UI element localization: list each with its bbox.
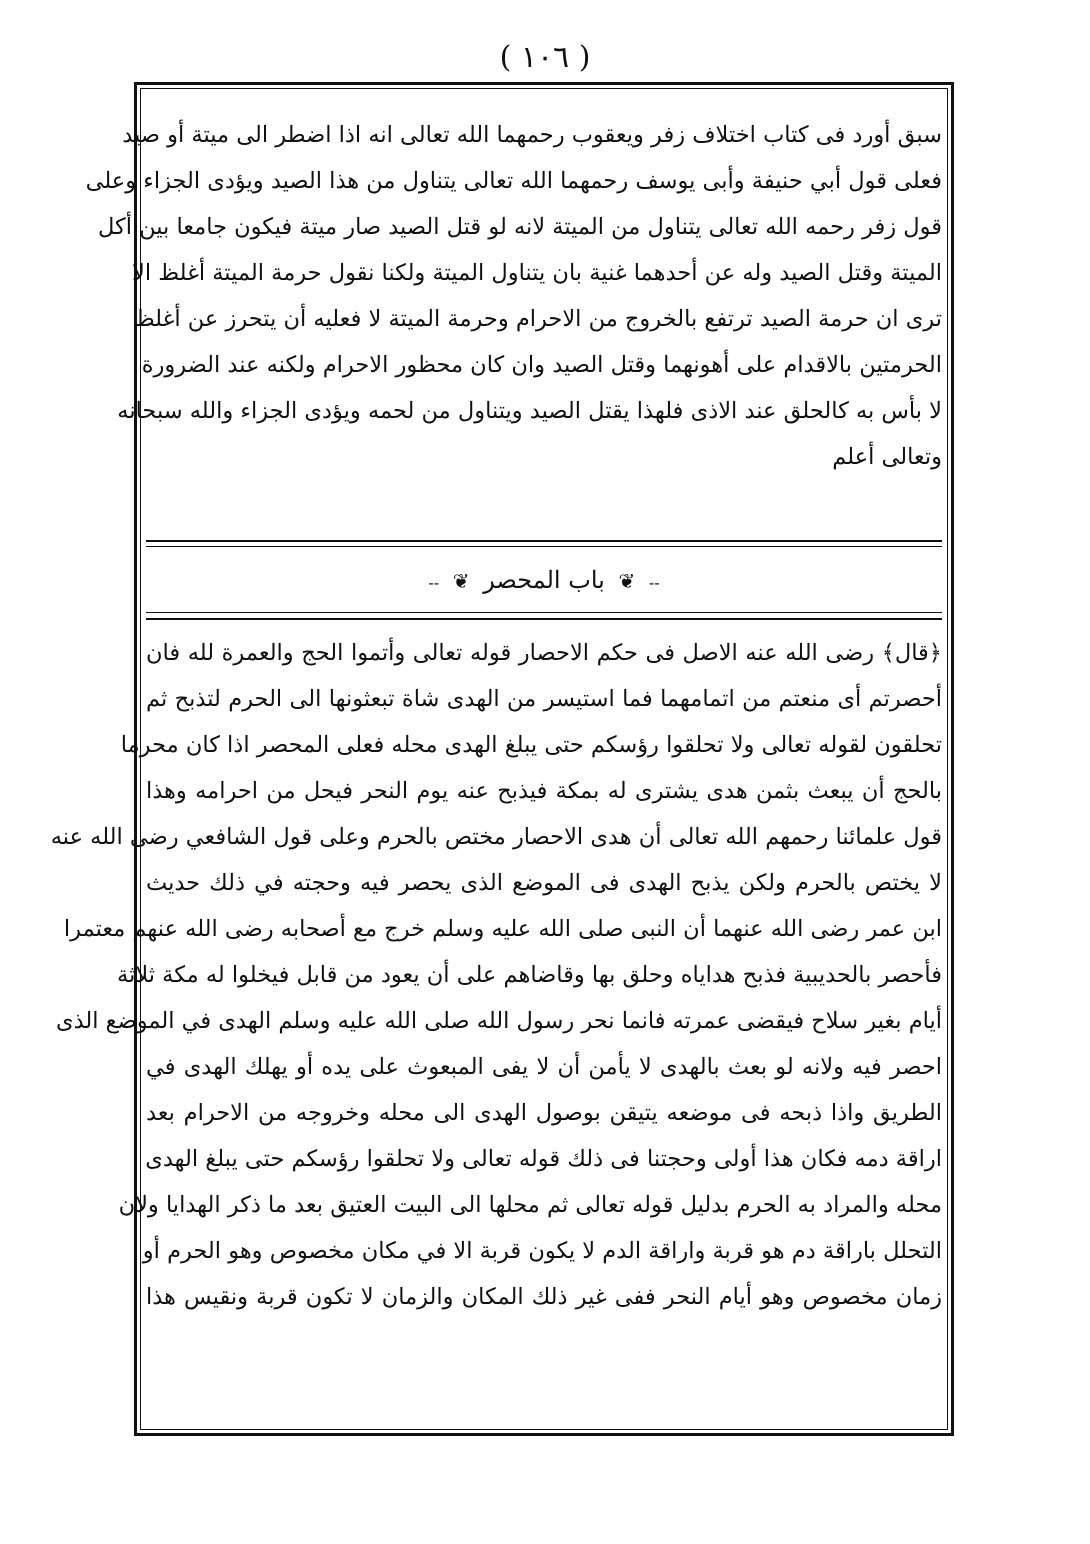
section-divider-top-thin <box>146 546 942 547</box>
text-line: أحصرتم أى منعتم من اتمامهما فما استيسر من الهدى شاة تبعثونها الى الحرم لتذبح ثم <box>146 686 942 712</box>
text-line: سبق أورد فى كتاب اختلاف زفر ويعقوب رحمهما الله تعالى انه اذا اضطر الى ميتة أو صيد <box>122 122 942 148</box>
text-line: لا بأس به كالحلق عند الاذى فلهذا يقتل الصيد ويتناول من لحمه ويؤدى الجزاء والله سبحانه <box>117 398 942 424</box>
text-line: الطريق واذا ذبحه فى موضعه يتيقن بوصول الهدى الى محله وخروجه من الاحرام بعد <box>146 1100 942 1126</box>
section-divider-bottom-thin <box>146 612 942 613</box>
text-line: محله والمراد به الحرم بدليل قوله تعالى ثم محلها الى البيت العتيق بعد ما ذكر الهدايا ولان <box>118 1192 942 1218</box>
section-divider-top <box>146 540 942 542</box>
section-title: باب المحصر <box>483 566 605 594</box>
section-heading <box>146 558 942 602</box>
text-line: لا يختص بالحرم ولكن يذبح الهدى فى الموضع الذى يحصر فيه وحجته في ذلك حديث <box>146 870 942 896</box>
text-line: فعلى قول أبي حنيفة وأبى يوسف رحمهما الله تعالى يتناول من هذا الصيد ويؤدى الجزاء وعلى <box>85 168 942 194</box>
paragraph-bab-al-muhsar <box>50 630 942 1320</box>
page-number: ( ١٠٦ ) <box>499 40 591 75</box>
text-line: الميتة وقتل الصيد وله عن أحدهما غنية بان يتناول الميتة ولكنا نقول حرمة الميتة أغلظ الا <box>132 260 942 286</box>
text-line: بالحج أن يبعث بثمن هدى يشترى له بمكة فيذبح عنه يوم النحر فيحل من احرامه وهذا <box>146 778 942 804</box>
text-line: تحلقون لقوله تعالى ولا تحلقوا رؤسكم حتى يبلغ الهدى محله فعلى المحصر اذا كان محرما <box>120 732 942 758</box>
text-line: قول زفر رحمه الله تعالى يتناول من الميتة لانه لو قتل الصيد صار ميتة فيكون جامعا بين أكل <box>97 214 942 240</box>
text-line: التحلل باراقة دم هو قربة واراقة الدم لا يكون قربة الا في مكان مخصوص وهو الحرم أو <box>142 1238 942 1264</box>
text-line: اراقة دمه فكان هذا أولى وحجتنا فى ذلك قوله تعالى ولا تحلقوا رؤسكم حتى يبلغ الهدى <box>145 1146 942 1172</box>
ornament-left-icon: ❦ <box>452 569 470 593</box>
text-line: احصر فيه ولانه لو بعث بالهدى لا يأمن أن لا يفى المبعوث على يده أو يهلك الهدى في <box>146 1054 942 1080</box>
text-line: وتعالى أعلم <box>832 444 942 470</box>
text-line: ابن عمر رضى الله عنهما أن النبى صلى الله عليه وسلم خرج مع أصحابه رضى الله عنهم معتمرا <box>63 916 942 942</box>
text-line: فأحصر بالحديبية فذبح هداياه وحلق بها وقاضاهم على أن يعود من قابل فيخلوا له مكة ثلاثة <box>117 962 942 988</box>
text-line: قول علمائنا رحمهم الله تعالى أن هدى الاحصار مختص بالحرم وعلى قول الشافعي رضى الله عنه <box>50 824 942 850</box>
text-line: زمان مخصوص وهو أيام النحر ففى غير ذلك المكان والزمان لا تكون قربة ونقيس هذا <box>146 1284 942 1310</box>
section-divider-bottom <box>146 618 942 620</box>
text-line: ﴿قال﴾ رضى الله عنه الاصل فى حكم الاحصار قوله تعالى وأتموا الحج والعمرة لله فان <box>146 640 942 666</box>
heading-dash-left: -- <box>428 573 440 592</box>
text-line: أيام بغير سلاح فيقضى عمرته فانما نحر رسول الله صلى الله عليه وسلم الهدى في الموضع الذى <box>55 1008 942 1034</box>
text-line: الحرمتين بالاقدام على أهونهما وقتل الصيد وان كان محظور الاحرام ولكنه عند الضرورة <box>141 352 942 378</box>
ornament-right-icon: ❦ <box>618 569 636 593</box>
paragraph-previous-chapter-end <box>85 112 942 480</box>
heading-dash-right: -- <box>648 573 660 592</box>
text-line: ترى ان حرمة الصيد ترتفع بالخروج من الاحرام وحرمة الميتة لا فعليه أن يتحرز عن أغلظ <box>133 306 942 332</box>
